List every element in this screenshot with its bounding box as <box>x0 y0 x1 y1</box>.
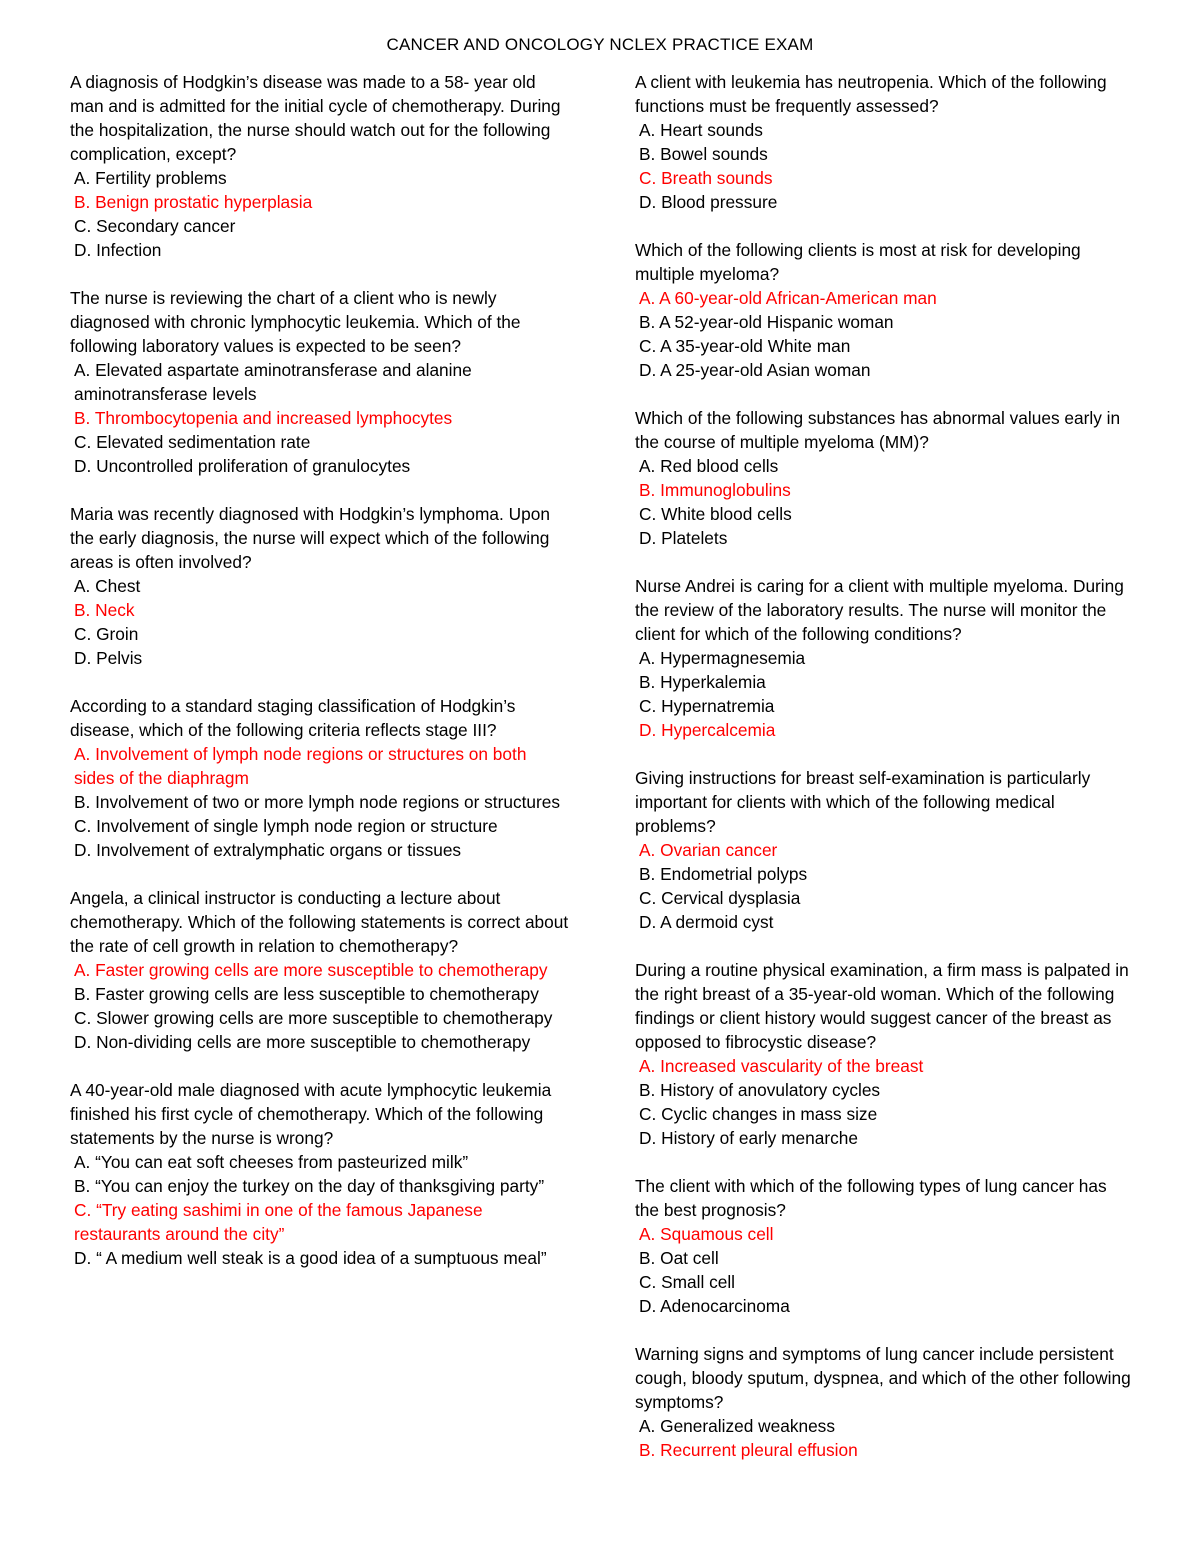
question-block <box>70 286 570 478</box>
answer-option: D. Pelvis <box>74 648 143 668</box>
answer-option-correct: A. Faster growing cells are more susceptible to chemotherapy <box>74 960 548 980</box>
question-stem: A diagnosis of Hodgkin’s disease was made to a 58- year old man and is admitted for the initial cycle of chemotherapy. During the hospitalization, the nurse should watch out for the following complication, except? <box>70 72 561 164</box>
question-block <box>70 502 570 670</box>
answer-option: B. Bowel sounds <box>639 144 768 164</box>
answer-option-correct: C. Breath sounds <box>639 168 773 188</box>
question-block <box>635 406 1135 550</box>
answer-option: D. Adenocarcinoma <box>639 1296 790 1316</box>
answer-option: A. Heart sounds <box>639 120 763 140</box>
answer-option: B. Faster growing cells are less susceptible to chemotherapy <box>74 984 539 1004</box>
answer-option-correct: A. Ovarian cancer <box>639 840 778 860</box>
question-block <box>635 238 1135 382</box>
answer-option: D. Non-dividing cells are more susceptible to chemotherapy <box>74 1032 531 1052</box>
answer-option-correct: B. Recurrent pleural effusion <box>639 1440 858 1460</box>
page-title: CANCER AND ONCOLOGY NCLEX PRACTICE EXAM <box>386 35 814 54</box>
answer-option-correct: A. Increased vascularity of the breast <box>639 1056 924 1076</box>
question-block <box>70 886 570 1054</box>
answer-option: C. Hypernatremia <box>639 696 775 716</box>
question-block <box>635 958 1135 1150</box>
question-block <box>635 70 1135 214</box>
answer-option: C. Involvement of single lymph node region or structure <box>74 816 498 836</box>
answer-option: C. Slower growing cells are more susceptible to chemotherapy <box>74 1008 553 1028</box>
answer-option-correct: A. A 60-year-old African-American man <box>639 288 937 308</box>
question-stem: Angela, a clinical instructor is conducting a lecture about chemotherapy. Which of the following statements is correct about the rate of cell growth in relation to chemotherapy? <box>70 888 569 956</box>
answer-option: D. “ A medium well steak is a good idea of a sumptuous meal” <box>74 1248 547 1268</box>
answer-option: C. Groin <box>74 624 139 644</box>
question-stem: Warning signs and symptoms of lung cancer include persistent cough, bloody sputum, dyspnea, and which of the other following symptoms? <box>635 1344 1131 1412</box>
answer-option: D. A dermoid cyst <box>639 912 774 932</box>
answer-option: B. Oat cell <box>639 1248 719 1268</box>
left-column <box>70 70 570 1294</box>
answer-option: A. “You can eat soft cheeses from pasteurized milk” <box>74 1152 469 1172</box>
answer-option: D. Uncontrolled proliferation of granulocytes <box>74 456 411 476</box>
answer-option: B. History of anovulatory cycles <box>639 1080 881 1100</box>
answer-option: D. Platelets <box>639 528 728 548</box>
answer-option: C. A 35-year-old White man <box>639 336 851 356</box>
question-stem: According to a standard staging classification of Hodgkin’s disease, which of the following criteria reflects stage III? <box>70 696 516 740</box>
answer-option: C. White blood cells <box>639 504 792 524</box>
answer-option: B. A 52-year-old Hispanic woman <box>639 312 894 332</box>
question-stem: The nurse is reviewing the chart of a client who is newly diagnosed with chronic lymphocytic leukemia. Which of the following laboratory values is expected to be seen? <box>70 288 521 356</box>
answer-option: C. Cyclic changes in mass size <box>639 1104 878 1124</box>
question-block <box>70 70 570 262</box>
answer-option: C. Cervical dysplasia <box>639 888 801 908</box>
answer-option: C. Small cell <box>639 1272 736 1292</box>
answer-option: D. Blood pressure <box>639 192 778 212</box>
answer-option: A. Hypermagnesemia <box>639 648 806 668</box>
answer-option: A. Chest <box>74 576 141 596</box>
answer-option: B. Hyperkalemia <box>639 672 766 692</box>
question-stem: Maria was recently diagnosed with Hodgkin’s lymphoma. Upon the early diagnosis, the nurse will expect which of the following areas is often involved? <box>70 504 550 572</box>
answer-option: D. History of early menarche <box>639 1128 858 1148</box>
question-block <box>70 1078 570 1270</box>
answer-option: D. A 25-year-old Asian woman <box>639 360 871 380</box>
answer-option: B. “You can enjoy the turkey on the day of thanksgiving party” <box>74 1176 545 1196</box>
question-stem: A client with leukemia has neutropenia. Which of the following functions must be frequently assessed? <box>635 72 1107 116</box>
answer-option-correct: B. Immunoglobulins <box>639 480 791 500</box>
question-stem: During a routine physical examination, a firm mass is palpated in the right breast of a 35-year-old woman. Which of the following findings or client history would suggest cancer of the breast as opposed to fibrocystic disease? <box>635 960 1129 1052</box>
answer-option: B. Endometrial polyps <box>639 864 808 884</box>
answer-option-correct: A. Involvement of lymph node regions or structures on both sides of the diaphragm <box>74 744 527 788</box>
answer-option: B. Involvement of two or more lymph node regions or structures <box>74 792 561 812</box>
right-column <box>635 70 1135 1486</box>
answer-option: A. Generalized weakness <box>639 1416 835 1436</box>
answer-option: A. Red blood cells <box>639 456 779 476</box>
question-block <box>635 574 1135 742</box>
question-block <box>635 1174 1135 1318</box>
question-block <box>635 766 1135 934</box>
question-stem: Nurse Andrei is caring for a client with multiple myeloma. During the review of the laboratory results. The nurse will monitor the client for which of the following conditions? <box>635 576 1124 644</box>
answer-option: D. Infection <box>74 240 162 260</box>
question-stem: The client with which of the following types of lung cancer has the best prognosis? <box>635 1176 1107 1220</box>
question-stem: Giving instructions for breast self-examination is particularly important for clients with which of the following medical problems? <box>635 768 1091 836</box>
answer-option: A. Elevated aspartate aminotransferase and alanine aminotransferase levels <box>74 360 472 404</box>
answer-option-correct: B. Thrombocytopenia and increased lymphocytes <box>74 408 453 428</box>
question-block <box>635 1342 1135 1462</box>
answer-option: A. Fertility problems <box>74 168 227 188</box>
answer-option: D. Involvement of extralymphatic organs or tissues <box>74 840 462 860</box>
answer-option-correct: B. Neck <box>74 600 135 620</box>
answer-option-correct: C. “Try eating sashimi in one of the famous Japanese restaurants around the city” <box>74 1200 483 1244</box>
answer-option-correct: B. Benign prostatic hyperplasia <box>74 192 313 212</box>
answer-option: C. Secondary cancer <box>74 216 236 236</box>
question-stem: Which of the following substances has abnormal values early in the course of multiple myeloma (MM)? <box>635 408 1121 452</box>
answer-option: C. Elevated sedimentation rate <box>74 432 311 452</box>
answer-option-correct: A. Squamous cell <box>639 1224 774 1244</box>
question-stem: A 40-year-old male diagnosed with acute lymphocytic leukemia finished his first cycle of chemotherapy. Which of the following statements by the nurse is wrong? <box>70 1080 552 1148</box>
answer-option-correct: D. Hypercalcemia <box>639 720 776 740</box>
question-stem: Which of the following clients is most at risk for developing multiple myeloma? <box>635 240 1081 284</box>
question-block <box>70 694 570 862</box>
